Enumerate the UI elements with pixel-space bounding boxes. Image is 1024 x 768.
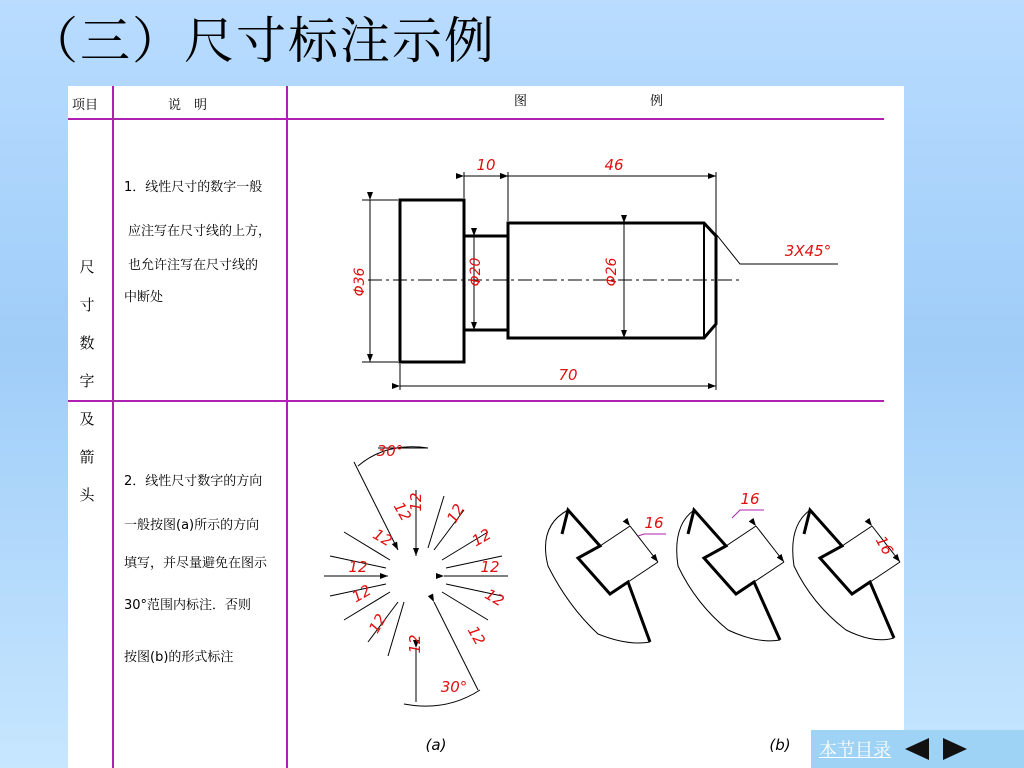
shaft-collar [400,200,464,362]
label-12-bottom: 12 [406,634,424,654]
label-12-ur: 12 [468,525,495,551]
row1-desc-line: 中断处 [124,290,164,305]
dim-70: 70 [558,366,578,384]
row1-desc-line: 应注写在尺寸线的上方， [128,224,272,239]
caption-b: (b) [769,736,791,754]
angle-label-top: 30° [376,442,404,460]
label-16-part1: 16 [644,514,664,532]
dim-46: 46 [604,156,624,174]
triangle-left-icon[interactable] [905,738,929,760]
label-12-br: 12 [463,622,489,649]
label-12-tr: 12 [443,500,469,527]
header-description: 说 明 [168,98,208,113]
label-12-bl: 12 [365,610,391,637]
label-12-tl: 12 [389,498,415,525]
slide-title: （三）尺寸标注示例 [28,12,496,70]
header-figure-right: 例 [650,94,664,109]
label-16-part3: 16 [871,532,897,559]
row2-desc-line: 填写，并尽量避免在图示 [124,556,268,571]
header-figure-left: 图 [514,94,528,109]
category-char: 头 [79,486,95,504]
category-char: 数 [79,334,95,352]
label-12-lr: 12 [481,585,508,611]
category-char: 箭 [79,448,95,466]
header-item: 项目 [72,98,99,113]
label-12-ll: 12 [348,581,375,607]
label-12-left: 12 [348,558,368,576]
angle-label-bottom: 30° [440,678,468,696]
category-char: 字 [79,372,95,390]
row2-desc-line: 一般按图(a)所示的方向 [124,518,260,533]
row2-desc-line: 按图(b)的形式标注 [124,650,234,665]
dim-phi20: Φ20 [468,257,484,287]
shaft-drawing [362,172,838,390]
direction-diagram-b [546,510,901,643]
label-16-part2: 16 [740,490,760,508]
technical-drawings [68,86,904,768]
section-toc-link[interactable]: 本节目录 [819,740,891,761]
row1-desc-line: 1．线性尺寸的数字一般 [124,180,263,195]
radial-labels [348,442,507,696]
category-char: 寸 [79,296,95,314]
row2-desc-line: 30°范围内标注．否则 [124,598,252,613]
direction-diagram-a [324,447,508,706]
row1-desc-line: 也允许注写在尺寸线的 [128,258,259,273]
row2-desc-line: 2．线性尺寸数字的方向 [124,474,263,489]
dim-10: 10 [476,156,496,174]
category-char: 尺 [79,258,95,276]
dimension-table [68,86,904,768]
label-12-right: 12 [480,558,500,576]
slide-navigation [811,730,1024,768]
label-12-ul: 12 [369,525,396,551]
dim-phi26: Φ26 [604,257,620,287]
dim-chamfer: 3X45° [784,242,832,260]
caption-a: (a) [425,736,447,754]
category-char: 及 [79,410,95,428]
dim-phi36: Φ36 [352,267,368,297]
triangle-right-icon[interactable] [943,738,967,760]
label-12-top: 12 [407,492,425,512]
